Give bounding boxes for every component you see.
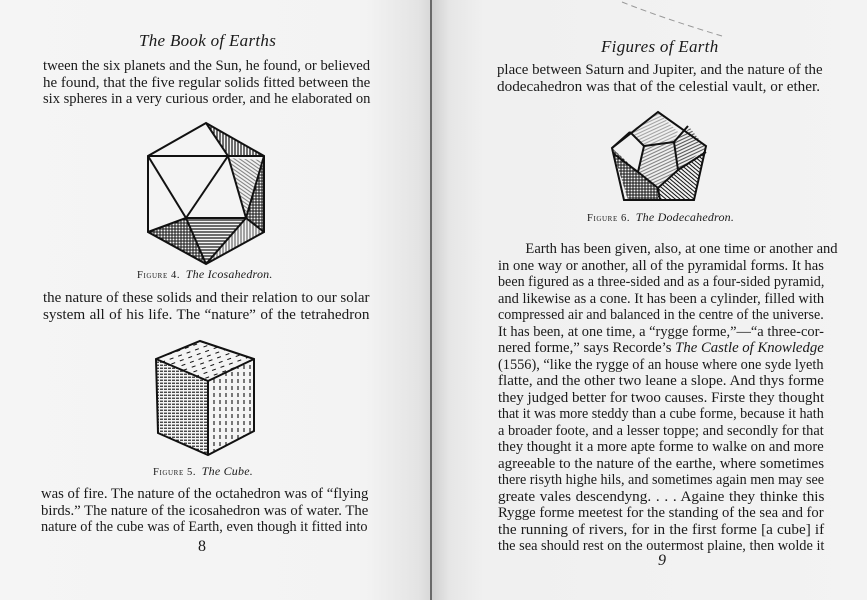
running-head-left: The Book of Earths	[139, 31, 277, 50]
figure-5-title: The Cube.	[201, 464, 253, 478]
text-line: greate vales descendyng. . . . Againe they thinke this	[498, 487, 825, 505]
text-line: that it was more steddy than a cube forme, because it hath	[498, 405, 824, 422]
text-line: tween the six planets and the Sun, he found, or believed	[43, 57, 371, 74]
cube-figure	[152, 337, 258, 457]
figure-6-title: The Dodecahedron.	[635, 210, 735, 224]
left-paragraph-1	[43, 58, 370, 108]
figure-6-label: Figure 6.	[587, 213, 631, 224]
paper-scratch-mark	[582, 0, 742, 40]
text-line: nature of the cube was of Earth, even though it fitted into	[41, 518, 368, 535]
text-line: they thought it a more apte forme to walke on and more	[498, 438, 824, 455]
text-segment: nered forme,” says Recorde’s	[498, 339, 676, 356]
text-line: agreeable to the nature of the earthe, where sometimes	[498, 454, 825, 472]
text-line: the nature of these solids and their relation to our solar	[43, 289, 370, 306]
dodecahedron-figure	[608, 110, 710, 202]
text-line: they judged better for twoo causes. Firste they thought	[498, 388, 825, 406]
text-line: six spheres in a very curious order, and he elaborated on	[43, 90, 371, 107]
text-line: the sea should rest on the outermost plaine, then wolde it	[498, 537, 825, 554]
figure-4-label: Figure 4.	[137, 270, 181, 281]
text-line: birds.” The nature of the icosahedron was of water. The	[41, 501, 369, 519]
right-paragraph-1	[497, 62, 823, 95]
right-page	[432, 0, 867, 600]
figure-4-caption	[137, 267, 273, 282]
left-page	[0, 0, 431, 600]
text-line: was of fire. The nature of the octahedron was of “flying	[41, 485, 369, 502]
text-line: and likewise as a cone. It has been a cylinder, filled with	[498, 289, 825, 307]
text-line: It has been, at one time, a “rygge forme,”—“a three-cor-	[498, 322, 824, 340]
right-paragraph-2	[498, 240, 838, 555]
figure-5-label: Figure 5.	[153, 467, 197, 478]
text-line: Rygge forme meetest for the standing of the sea and for	[498, 504, 824, 521]
text-line: a broader foote, and a lesser toppe; and secondly for that	[498, 421, 824, 439]
figure-4-title: The Icosahedron.	[185, 267, 273, 281]
left-paragraph-3	[41, 486, 368, 536]
text-line: dodecahedron was that of the celestial vault, or ether.	[497, 77, 821, 95]
text-line: place between Saturn and Jupiter, and the nature of the	[497, 61, 823, 78]
left-paragraph-2	[43, 290, 370, 323]
figure-6-caption	[587, 210, 734, 225]
text-line	[498, 340, 824, 357]
page-number-right: 9	[658, 552, 666, 569]
text-line: he found, that the five regular solids fitted between the	[43, 73, 371, 91]
text-line: Earth has been given, also, at one time or another and	[525, 240, 838, 257]
text-line: flatte, and the other two leane a slope. And thys forme	[498, 372, 824, 389]
text-line: compressed air and balanced in the centre of the universe.	[498, 306, 824, 323]
text-line: (1556), “like the rygge of an house where one syde lyeth	[498, 355, 824, 373]
text-line: the running of rivers, for in the first forme [a cube] if	[498, 520, 825, 538]
icosahedron-figure	[144, 120, 268, 266]
figure-5-caption	[153, 464, 253, 479]
book-title-italic: The Castle of Knowledge	[675, 339, 824, 356]
text-line: system all of his life. The “nature” of the tetrahedron	[43, 305, 370, 323]
running-head-right: Figures of Earth	[601, 37, 719, 56]
text-line: there risyth highe hils, and sometimes again men may see	[498, 471, 825, 488]
text-line: been figured as a three-sided and as a four-sided pyramid,	[498, 273, 825, 290]
text-line: in one way or another, all of the pyramidal forms. It has	[498, 256, 824, 274]
page-number-left: 8	[198, 538, 206, 555]
